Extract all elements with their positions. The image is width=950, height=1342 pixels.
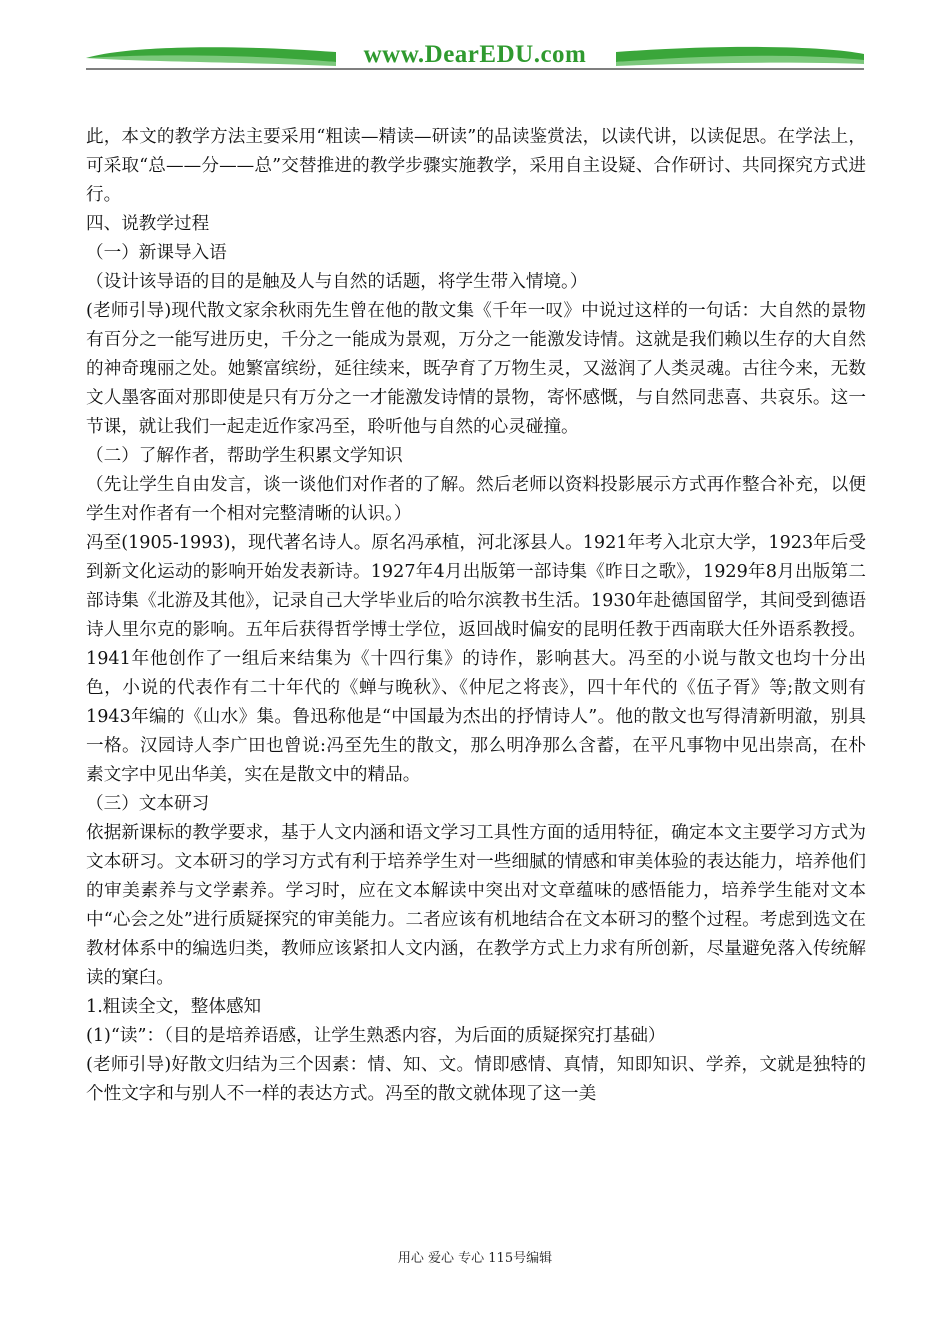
subsection-heading: （一）新课导入语 — [86, 243, 227, 263]
paragraph: 此，本文的教学方法主要采用“粗读—精读—研读”的品读鉴赏法，以读代讲，以读促思。在学法上，可采取“总——分——总”交替推进的教学步骤实施教学，采用自主设疑、合作研讨、共同探究方式进行。 — [86, 127, 866, 205]
site-logo[interactable]: www.DearEDU.com — [363, 41, 587, 68]
paragraph: 冯至(1905-1993)，现代著名诗人。原名冯承植，河北涿县人。1921年考入北京大学，1923年后受到新文化运动的影响开始发表新诗。1927年4月出版第一部诗集《昨日之歌》，1929年8月出版第二部诗集《北游及其他》，记录自己大学毕业后的哈尔滨教书生活。1930年赴德国留学，其间受到德语诗人里尔克的影响。五年后获得哲学博士学位，返回战时偏安的昆明任教于西南联大任外语系教授。1941年他创作了一组后来结集为《十四行集》的诗作，影响甚大。冯至的小说与散文也均十分出色，小说的代表作有二十年代的《蝉与晚秋》、《仲尼之将丧》，四十年代的《伍子胥》等;散文则有1943年编的《山水》集。鲁迅称他是“中国最为杰出的抒情诗人”。他的散文也写得清新明澈，别具一格。汉园诗人李广田也曾说:冯至先生的散文，那么明净那么含蓄，在平凡事物中见出崇高，在朴素文字中见出华美，实在是散文中的精品。 — [86, 533, 866, 785]
page-header — [86, 40, 864, 74]
section-heading: 四、说教学过程 — [86, 214, 210, 234]
document-body — [86, 123, 866, 1109]
paragraph: (老师引导)现代散文家余秋雨先生曾在他的散文集《千年一叹》中说过这样的一句话：大自然的景物有百分之一能写进历史，千分之一能成为景观，万分之一能激发诗情。这就是我们赖以生存的大自然的神奇瑰丽之处。她繁富缤纷，延往续来，既孕育了万物生灵，又滋润了人类灵魂。古往今来，无数文人墨客面对那即使是只有万分之一才能激发诗情的景物，寄怀感慨，与自然同悲喜、共哀乐。这一节课，就让我们一起走近作家冯至，聆听他与自然的心灵碰撞。 — [86, 301, 866, 437]
paragraph: （先让学生自由发言，谈一谈他们对作者的了解。然后老师以资料投影展示方式再作整合补充，以便学生对作者有一个相对完整清晰的认识。） — [86, 475, 866, 524]
paragraph: 依据新课标的教学要求，基于人文内涵和语文学习工具性方面的适用特征，确定本文主要学习方式为文本研习。文本研习的学习方式有利于培养学生对一些细腻的情感和审美体验的表达能力，培养他们的审美素养与文学素养。学习时，应在文本解读中突出对文章蕴味的感悟能力，培养学生能对文本中“心会之处”进行质疑探究的审美能力。二者应该有机地结合在文本研习的整个过程。考虑到选文在教材体系中的编选归类，教师应该紧扣人文内涵，在教学方式上力求有所创新，尽量避免落入传统解读的窠臼。 — [86, 823, 866, 988]
page-footer: 用心 爱心 专心 115号编辑 — [397, 1251, 553, 1266]
subsection-heading: （二）了解作者，帮助学生积累文学知识 — [86, 446, 403, 466]
paragraph: （设计该导语的目的是触及人与自然的话题，将学生带入情境。） — [86, 272, 588, 292]
subsection-heading: （三）文本研习 — [86, 794, 210, 814]
paragraph: (老师引导)好散文归结为三个因素：情、知、文。情即感情、真情，知即知识、学养，文就是独特的个性文字和与别人不一样的表达方式。冯至的散文就体现了这一美 — [86, 1055, 866, 1104]
paragraph: (1)“读”：（目的是培养语感，让学生熟悉内容，为后面的质疑探究打基础） — [86, 1026, 666, 1046]
step-heading: 1.粗读全文，整体感知 — [86, 997, 262, 1017]
